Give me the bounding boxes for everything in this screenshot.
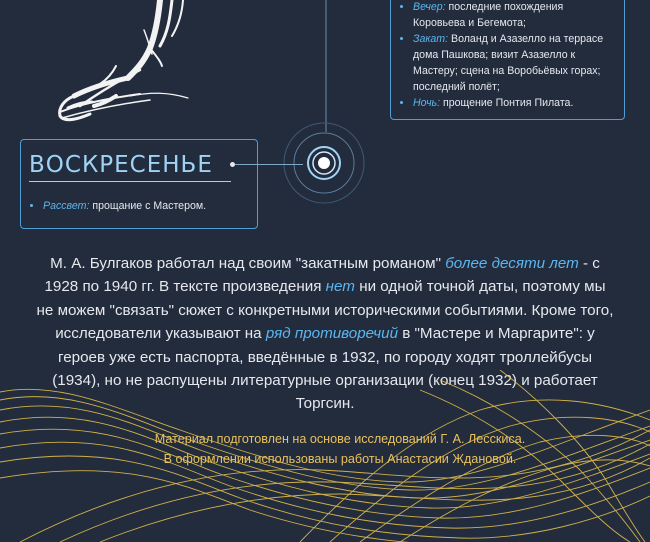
highlight-link[interactable]: ряд противоречий: [265, 325, 399, 343]
time-label: Вечер:: [413, 1, 446, 13]
list-item: [43, 198, 206, 214]
sunday-card: [20, 139, 258, 229]
title-underline: [29, 181, 231, 182]
text-segment: - с 1928 по 1940 гг. В тексте произведения: [44, 255, 600, 296]
list-item: [413, 31, 612, 95]
list-item: [413, 95, 612, 111]
time-label: Ночь:: [413, 97, 441, 109]
time-label: Рассвет:: [43, 200, 90, 212]
text-segment: ни одной точной даты, поэтому мы не можем "связать" сюжет с конкретными историческими событиями. Кроме того, исследователи указывают на: [36, 278, 614, 343]
footer-line-2: В оформлении использованы работы Анастасии Ждановой.: [163, 451, 517, 466]
footer-credits: [0, 430, 650, 469]
timeline-marker-icon: [284, 123, 364, 203]
timeline-connector: [235, 164, 303, 165]
highlight-link[interactable]: более десяти лет: [445, 255, 579, 272]
highlight-link[interactable]: нет: [325, 278, 355, 296]
text-segment: в "Мастере и Маргарите": у героев уже есть паспорта, введённые в 1932, по городу ходят троллейбусы (1934), но не распущены литературные организации (конец 1932) и работает Торгсин.: [52, 325, 598, 413]
sunday-title: ВОСКРЕСЕНЬЕ: [29, 152, 213, 178]
footer-line-1: Материал подготовлен на основе исследований Г. А. Лесскиса.: [154, 432, 526, 446]
timeline: [270, 0, 380, 210]
time-label: Закат:: [413, 33, 449, 45]
saturday-list: [391, 0, 624, 111]
event-text: последние похождения Коровьева и Бегемота;: [413, 1, 564, 29]
saturday-card: [390, 0, 625, 120]
event-text: Воланд и Азазелло на террасе дома Пашкова; визит Азазелло к Мастеру; сцена на Воробьёвых горах; последний полёт;: [413, 33, 604, 93]
sunday-list: [21, 198, 206, 214]
event-text: прощение Понтия Пилата.: [443, 97, 574, 109]
text-segment: М. А. Булгаков работал над своим "закатным романом": [50, 255, 446, 272]
flying-figure-sketch-icon: [40, 0, 210, 130]
list-item: [413, 0, 612, 31]
event-text: прощание с Мастером.: [92, 200, 207, 212]
